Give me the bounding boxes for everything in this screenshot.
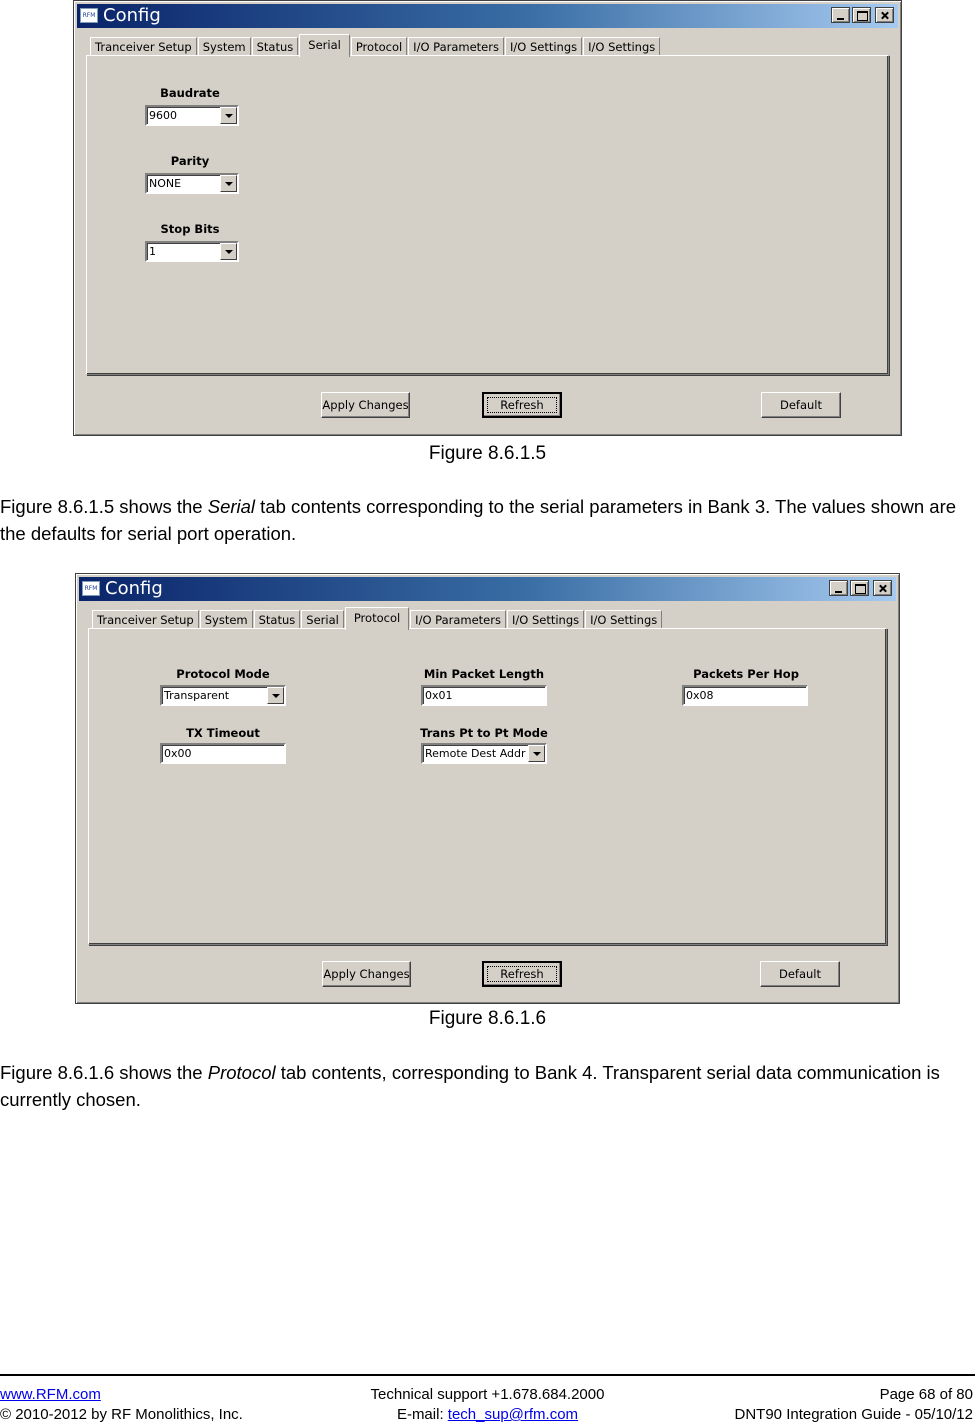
stop-bits-select[interactable] bbox=[145, 241, 239, 262]
tx-timeout-label: TX Timeout bbox=[186, 726, 260, 740]
tx-timeout-input[interactable]: 0x00 bbox=[160, 743, 286, 764]
email-link[interactable]: tech_sup@rfm.com bbox=[447, 1406, 579, 1423]
min-packet-length-label: Min Packet Length bbox=[423, 667, 545, 681]
serial-tab-panel bbox=[86, 55, 889, 375]
footer-right bbox=[735, 1385, 973, 1425]
support-text: Technical support +1.678.684.2000 bbox=[370, 1386, 605, 1403]
copyright-text: © 2010-2012 by RF Monolithics, Inc. bbox=[0, 1406, 243, 1423]
tab-io-settings-2[interactable]: I/O Settings bbox=[585, 610, 662, 629]
website-link[interactable]: www.RFM.com bbox=[0, 1386, 101, 1403]
title-bar[interactable] bbox=[79, 577, 896, 601]
figure-caption-1: Figure 8.6.1.5 bbox=[428, 443, 547, 464]
refresh-label: Refresh bbox=[487, 966, 556, 982]
baudrate-select[interactable] bbox=[145, 105, 239, 126]
chevron-down-icon[interactable] bbox=[220, 243, 237, 260]
paragraph-1-before: Figure 8.6.1.5 shows the bbox=[0, 496, 208, 517]
tab-strip bbox=[92, 607, 663, 629]
paragraph-1-em: Serial bbox=[207, 496, 256, 517]
chevron-down-icon[interactable] bbox=[220, 107, 237, 124]
paragraph-1 bbox=[0, 493, 960, 547]
tab-system[interactable]: System bbox=[200, 610, 253, 629]
close-icon[interactable] bbox=[873, 580, 892, 596]
paragraph-1-after: tab contents corresponding to the serial parameters in Bank 3. The values shown are the defaults for serial port operation. bbox=[0, 496, 957, 544]
tab-protocol[interactable]: Protocol bbox=[351, 37, 407, 56]
default-button[interactable]: Default bbox=[760, 961, 840, 987]
guide-title: DNT90 Integration Guide - 05/10/12 bbox=[734, 1406, 973, 1423]
apply-changes-button[interactable]: Apply Changes bbox=[321, 392, 410, 418]
stop-bits-label: Stop Bits bbox=[160, 222, 220, 236]
footer-left bbox=[0, 1385, 243, 1425]
trans-pt-to-pt-mode-select[interactable] bbox=[421, 743, 547, 764]
tab-serial[interactable]: Serial bbox=[299, 34, 350, 57]
footer-center bbox=[330, 1385, 645, 1425]
apply-changes-button[interactable]: Apply Changes bbox=[322, 961, 411, 987]
close-icon[interactable] bbox=[875, 7, 894, 23]
config-window-serial bbox=[73, 0, 902, 436]
window-title: Config bbox=[103, 5, 161, 26]
parity-select[interactable] bbox=[145, 173, 239, 194]
protocol-tab-panel bbox=[88, 628, 887, 945]
refresh-button[interactable] bbox=[482, 961, 562, 987]
tab-serial[interactable]: Serial bbox=[301, 610, 344, 629]
tab-strip bbox=[90, 34, 661, 56]
protocol-mode-value: Transparent bbox=[164, 689, 230, 702]
chevron-down-icon[interactable] bbox=[267, 687, 284, 704]
tab-status[interactable]: Status bbox=[252, 37, 299, 56]
app-logo-icon: RFM bbox=[80, 8, 98, 23]
tab-io-settings[interactable]: I/O Settings bbox=[505, 37, 582, 56]
refresh-button[interactable] bbox=[482, 392, 562, 418]
packets-per-hop-input[interactable]: 0x08 bbox=[682, 685, 808, 706]
packets-per-hop-label: Packets Per Hop bbox=[693, 667, 799, 681]
email-label: E-mail: bbox=[396, 1406, 448, 1423]
min-packet-length-input[interactable]: 0x01 bbox=[421, 685, 547, 706]
paragraph-2-after: tab contents, corresponding to Bank 4. Transparent serial data communication is currently chosen. bbox=[0, 1062, 940, 1110]
minimize-icon[interactable] bbox=[829, 580, 848, 596]
tab-io-settings-2[interactable]: I/O Settings bbox=[583, 37, 660, 56]
default-button[interactable]: Default bbox=[761, 392, 841, 418]
maximize-icon[interactable] bbox=[852, 7, 871, 23]
baudrate-value: 9600 bbox=[149, 109, 177, 122]
refresh-label: Refresh bbox=[487, 397, 556, 413]
tab-protocol[interactable]: Protocol bbox=[345, 607, 409, 630]
footer-rule bbox=[0, 1374, 975, 1376]
paragraph-2-em: Protocol bbox=[207, 1062, 276, 1083]
baudrate-label: Baudrate bbox=[160, 86, 220, 100]
tab-tranceiver-setup[interactable]: Tranceiver Setup bbox=[92, 610, 199, 629]
tab-io-parameters[interactable]: I/O Parameters bbox=[408, 37, 504, 56]
paragraph-2 bbox=[0, 1059, 960, 1113]
stop-bits-value: 1 bbox=[149, 245, 156, 258]
maximize-icon[interactable] bbox=[850, 580, 869, 596]
title-bar[interactable] bbox=[77, 4, 898, 28]
trans-pt-to-pt-mode-value: Remote Dest Addr bbox=[425, 747, 526, 760]
chevron-down-icon[interactable] bbox=[220, 175, 237, 192]
parity-label: Parity bbox=[170, 154, 210, 168]
tab-status[interactable]: Status bbox=[254, 610, 301, 629]
tab-tranceiver-setup[interactable]: Tranceiver Setup bbox=[90, 37, 197, 56]
app-logo-icon: RFM bbox=[82, 581, 100, 596]
window-title: Config bbox=[105, 578, 163, 599]
paragraph-2-before: Figure 8.6.1.6 shows the bbox=[0, 1062, 208, 1083]
page-number: Page 68 of 80 bbox=[879, 1386, 973, 1403]
parity-value: NONE bbox=[149, 177, 182, 190]
protocol-mode-label: Protocol Mode bbox=[176, 667, 270, 681]
minimize-icon[interactable] bbox=[831, 7, 850, 23]
tab-io-parameters[interactable]: I/O Parameters bbox=[410, 610, 506, 629]
chevron-down-icon[interactable] bbox=[528, 745, 545, 762]
tab-io-settings[interactable]: I/O Settings bbox=[507, 610, 584, 629]
trans-pt-to-pt-mode-label: Trans Pt to Pt Mode bbox=[420, 726, 548, 740]
tab-system[interactable]: System bbox=[198, 37, 251, 56]
protocol-mode-select[interactable] bbox=[160, 685, 286, 706]
config-window-protocol bbox=[75, 573, 900, 1004]
figure-caption-2: Figure 8.6.1.6 bbox=[428, 1008, 547, 1029]
